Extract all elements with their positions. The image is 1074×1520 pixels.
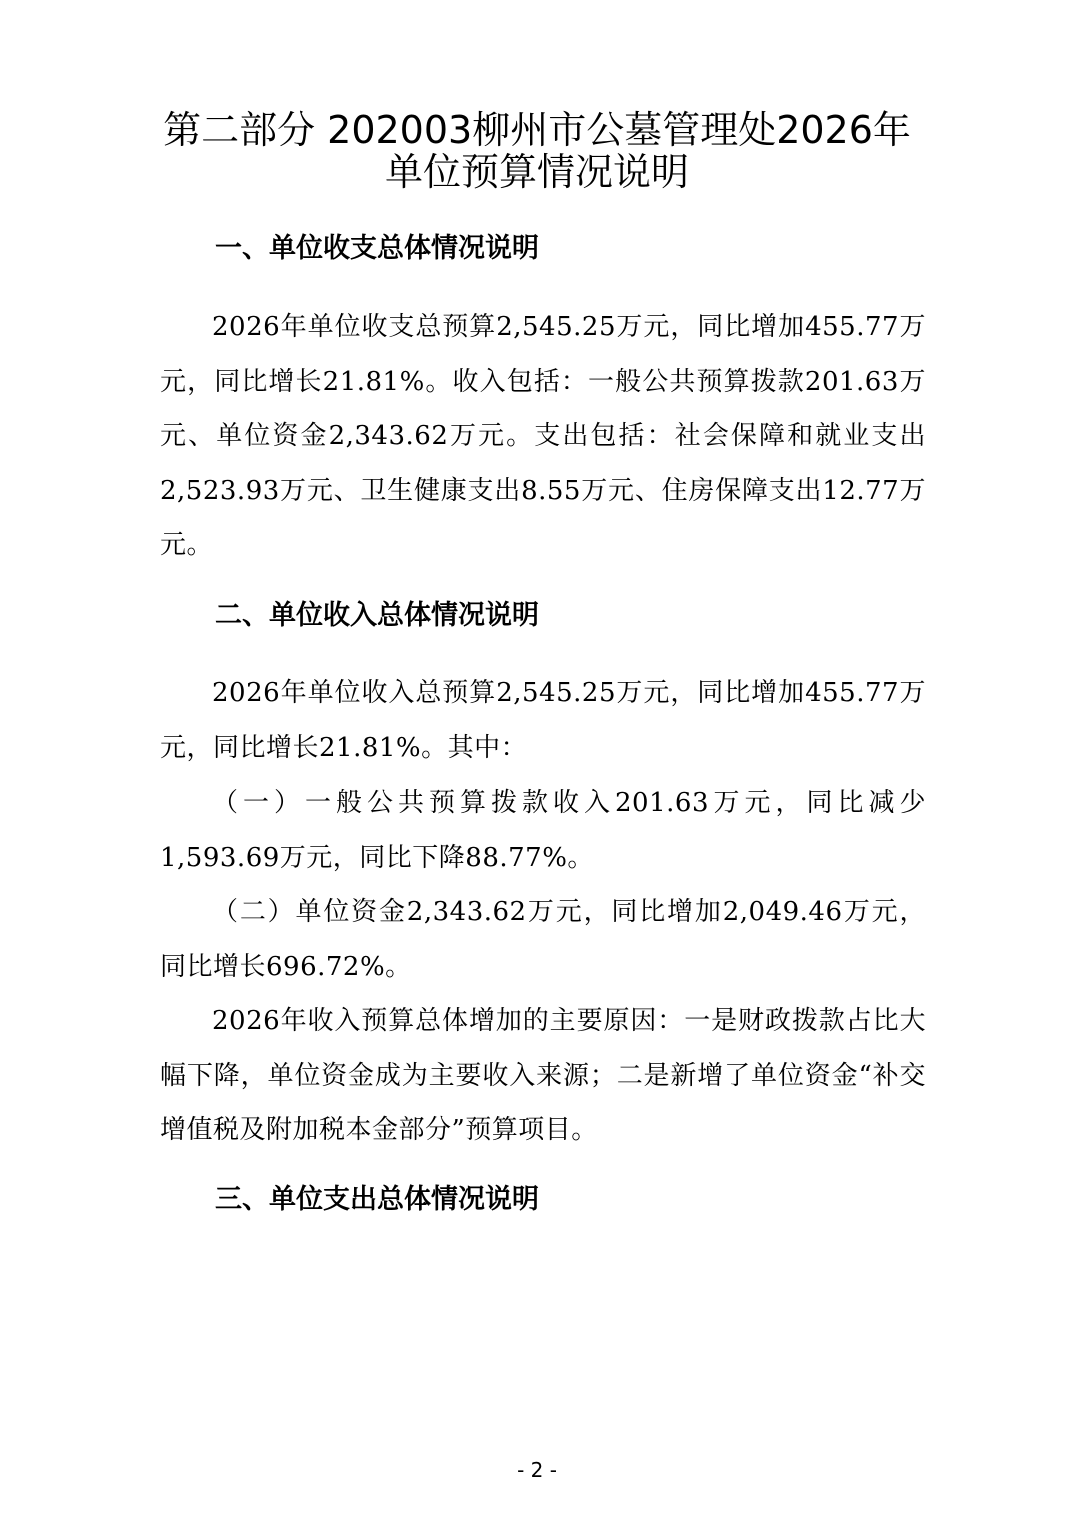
section-heading-income-expenditure: 一、单位收支总体情况说明 xyxy=(215,233,539,264)
section-heading-income: 二、单位收入总体情况说明 xyxy=(215,600,539,631)
section-2-paragraph-summary: 2026年单位收入总预算2,545.25万元，同比增加455.77万元，同比增长21.81%。其中： xyxy=(160,678,926,763)
section-2-paragraph-public-budget: （一）一般公共预算拨款收入201.63万元，同比减少1,593.69万元，同比下降88.77%。 xyxy=(160,788,926,873)
section-1-paragraph: 2026年单位收支总预算2,545.25万元，同比增加455.77万元，同比增长21.81%。收入包括：一般公共预算拨款201.63万元、单位资金2,343.62万元。支出包括：社会保障和就业支出2,523.93万元、卫生健康支出8.55万元、住房保障支出12.77万元。 xyxy=(160,312,926,560)
section-2-paragraph-reasons: 2026年收入预算总体增加的主要原因：一是财政拨款占比大幅下降，单位资金成为主要收入来源；二是新增了单位资金“补交增值税及附加税本金部分”预算项目。 xyxy=(160,1006,926,1145)
document-title-line-2: 单位预算情况说明 xyxy=(384,150,689,194)
section-heading-expenditure: 三、单位支出总体情况说明 xyxy=(215,1184,539,1215)
document-title-line-1: 第二部分 202003柳州市公墓管理处2026年 xyxy=(163,108,911,152)
section-2-paragraph-unit-funds: （二）单位资金2,343.62万元，同比增加2,049.46万元，同比增长696.72%。 xyxy=(160,897,926,982)
page-number: - 2 - xyxy=(517,1458,557,1482)
